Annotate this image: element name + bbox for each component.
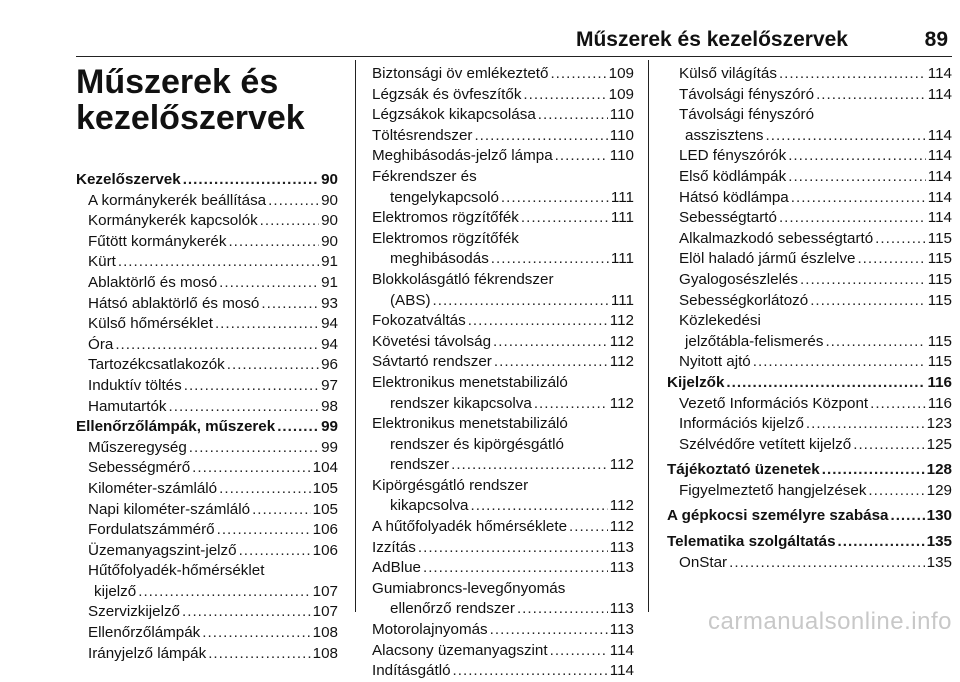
toc-entry [76,273,338,294]
toc-entry-page: 129 [926,481,952,499]
toc-entry-page: 90 [321,212,338,230]
toc-entry [667,414,952,435]
dot-leader [791,188,926,209]
dot-leader [471,496,608,517]
toc-entry-page: 116 [927,394,952,412]
dot-leader [215,314,319,335]
toc-entry-title: A kormánykerék beállítása [88,191,267,209]
toc-entry-page: 114 [927,126,952,144]
toc-entry [667,332,952,353]
dot-leader [219,479,311,500]
dot-leader [208,644,310,665]
toc-entry-page: 111 [610,250,634,268]
dot-leader [228,232,319,253]
column-divider-2 [648,60,649,612]
toc-entry-title: Kezelőszervek [76,171,181,188]
toc-entry-title: Információs kijelző [679,415,804,433]
toc-entry-page: 123 [926,415,952,433]
dot-leader [277,417,319,438]
dot-leader [260,211,319,232]
toc-entry-title: LED fényszórók [679,147,787,165]
toc-entry [372,126,634,147]
toc-entry [667,188,952,209]
toc-entry-title: Kijelzők [667,373,725,391]
dot-leader [517,599,608,620]
toc-entry [667,85,952,106]
dot-leader [490,620,608,641]
toc-entry [667,373,952,394]
toc-entry-page: 116 [927,373,952,391]
toc-entry [76,211,338,232]
toc-entry-title: Szervizkijelző [88,603,180,621]
toc-entry-title: A gépkocsi személyre szabása [667,507,889,525]
toc-entry [372,661,634,682]
toc-entry-title: Indításgátló [372,662,451,680]
toc-entry-title: Napi kilométer-számláló [88,500,251,518]
toc-entry-title: rendszer [390,456,450,474]
toc-entry-title: Ellenőrzőlámpák, műszerek [76,418,276,436]
dot-leader [423,558,608,579]
dot-leader [550,64,606,85]
toc-entry-page: 113 [609,621,634,639]
toc-entry [372,332,634,353]
toc-entry-page: 114 [927,85,952,103]
toc-entry-title: Külső hőmérséklet [88,315,213,333]
toc-entry-page: 108 [312,644,338,662]
toc-entry-page: 112 [609,332,634,350]
dot-leader [788,167,926,188]
toc-entry-title: rendszer kikapcsolva [390,394,532,412]
toc-entry-title: Tájékoztató üzenetek [667,461,820,479]
toc-entry-title: Elektromos rögzítőfék [372,209,519,227]
toc-entry [76,191,338,212]
toc-entry-line: Távolsági fényszóró [679,106,815,124]
toc-entry [372,352,634,373]
section-title: Műszerek és kezelőszervek [76,63,305,137]
dot-leader [726,373,925,394]
toc-entry [76,623,338,644]
toc-entry-title: Légzsákok kikapcsolása [372,106,536,124]
dot-leader [474,126,607,147]
dot-leader [491,249,609,270]
dot-leader [189,438,319,459]
toc-column-2 [372,64,634,682]
toc-entry-title: Irányjelző lámpák [88,644,207,662]
toc-entry [76,170,338,191]
toc-entry [372,599,634,620]
toc-entry-title: ellenőrző rendszer [390,600,515,618]
toc-entry-title: Tartozékcsatlakozók [88,356,225,374]
dot-leader [493,332,608,353]
dot-leader [118,252,319,273]
dot-leader [494,352,608,373]
toc-entry-line: Fékrendszer és [372,167,477,185]
dot-leader [115,335,319,356]
dot-leader [453,661,608,682]
toc-entry [76,520,338,541]
dot-leader [468,311,608,332]
toc-entry-title: Alacsony üzemanyagszint [372,641,548,659]
toc-entry-page: 94 [321,315,338,333]
toc-entry-title: Sebességmérő [88,459,191,477]
toc-entry-title: Távolsági fényszóró [679,85,815,103]
toc-entry-page: 90 [321,232,338,250]
toc-entry [76,500,338,521]
header-title: Műszerek és kezelőszervek [575,28,848,51]
toc-entry-page: 112 [609,312,634,330]
toc-entry-page: 99 [321,438,338,456]
toc-entry-title: Kürt [88,253,116,271]
toc-entry-title: Alkalmazkodó sebességtartó [679,229,874,247]
toc-entry [667,229,952,250]
toc-entry-title: (ABS) [390,291,431,309]
toc-entry-title: Üzemanyagszint-jelző [88,541,237,559]
toc-entry [372,146,634,167]
dot-leader [753,352,926,373]
toc-entry [76,376,338,397]
toc-entry-title: Sebességtartó [679,209,777,227]
toc-entry-page: 112 [609,518,634,536]
toc-entry-title: AdBlue [372,559,421,577]
toc-entry-page: 112 [609,456,634,474]
toc-entry-title: Izzítás [372,538,416,556]
dot-leader [451,455,608,476]
toc-entry [76,252,338,273]
toc-entry-page: 91 [321,253,338,271]
dot-leader [138,582,310,603]
dot-leader [192,458,311,479]
dot-leader [252,500,311,521]
toc-entry-page: 114 [927,209,952,227]
toc-entry-page: 106 [312,541,338,559]
toc-entry [667,460,952,481]
toc-entry-line: Gumiabroncs-levegőnyomás [372,579,566,597]
watermark: carmanualsonline.info [708,608,952,635]
toc-entry-title: Biztonsági öv emlékeztető [372,65,549,82]
dot-leader [202,623,310,644]
toc-entry-page: 96 [321,356,338,374]
toc-entry-page: 128 [926,461,952,479]
toc-entry-title: kikapcsolva [390,497,469,515]
toc-entry-page: 113 [609,559,634,577]
dot-leader [766,126,926,147]
toc-entry [667,270,952,291]
toc-entry [372,291,634,312]
dot-leader [857,249,925,270]
dot-leader [890,506,924,527]
toc-entry-title: jelzőtábla-felismerés [685,332,824,350]
toc-entry-title: Hamutartók [88,397,167,415]
toc-entry-title: kijelző [94,582,137,600]
dot-leader [550,641,608,662]
toc-entry-title: Induktív töltés [88,376,182,394]
toc-entry [372,208,634,229]
dot-leader [868,481,924,502]
toc-entry [76,232,338,253]
dot-leader [806,414,925,435]
toc-entry-page: 94 [321,335,338,353]
toc-entry-page: 112 [609,353,634,371]
toc-entry-page: 107 [312,603,338,621]
dot-leader [729,553,925,574]
dot-leader [521,208,609,229]
toc-entry-page: 130 [926,507,952,525]
toc-entry [372,64,634,85]
dot-leader [853,435,924,456]
dot-leader [433,291,609,312]
toc-entry-title: Sebességkorlátozó [679,291,809,309]
toc-entry [76,602,338,623]
toc-entry [667,352,952,373]
dot-leader [779,208,926,229]
dot-leader [825,332,925,353]
column-divider-1 [355,60,356,612]
dot-leader [219,273,319,294]
toc-entry-title: Követési távolság [372,332,492,350]
toc-entry-page: 98 [321,397,338,415]
toc-entry-title: OnStar [679,553,728,571]
dot-leader [822,460,925,481]
toc-entry [76,397,338,418]
toc-entry [372,641,634,662]
toc-entry-title: Figyelmeztető hangjelzések [679,481,867,499]
toc-entry-title: Külső világítás [679,65,777,82]
toc-entry-page: 114 [609,641,634,659]
toc-entry [76,417,338,438]
toc-entry [667,126,952,147]
toc-entry-page: 109 [608,85,634,103]
dot-leader [870,394,926,415]
toc-entry [372,558,634,579]
header-page-number: 89 [924,28,948,51]
toc-entry-page: 111 [610,188,634,206]
toc-entry-title: Hátsó ködlámpa [679,188,789,206]
toc-entry [372,85,634,106]
toc-entry-page: 115 [927,229,952,247]
dot-leader [182,602,311,623]
dot-leader [239,541,311,562]
toc-entry-page: 115 [927,291,952,309]
toc-entry [667,291,952,312]
toc-entry-page: 90 [321,191,338,209]
toc-entry [667,481,952,502]
toc-entry [667,64,952,85]
toc-entry [76,479,338,500]
toc-entry-page: 99 [321,418,338,436]
toc-entry-title: Töltésrendszer [372,126,473,144]
toc-entry [372,455,634,476]
dot-leader [779,64,926,85]
dot-leader [800,270,926,291]
toc-entry-title: Telematika szolgáltatás [667,533,836,551]
toc-entry-page: 111 [610,291,634,309]
toc-entry-title: Fordulatszámmérő [88,521,215,539]
dot-leader [261,294,319,315]
dot-leader [501,188,609,209]
toc-entry-page: 113 [609,538,634,556]
toc-entry-line: Elektromos rögzítőfék [372,229,519,247]
toc-entry [76,294,338,315]
toc-entry-page: 114 [927,147,952,165]
dot-leader [555,146,608,167]
toc-entry-line: Elektronikus menetstabilizáló [372,415,568,433]
dot-leader [184,376,319,397]
toc-entry [372,188,634,209]
toc-entry [667,167,952,188]
dot-leader [569,517,608,538]
toc-entry-page: 113 [609,600,634,618]
toc-entry [667,394,952,415]
toc-entry-page: 114 [927,167,952,185]
dot-leader [838,532,925,553]
toc-column-1 [76,170,338,664]
toc-entry [372,249,634,270]
toc-entry [76,438,338,459]
toc-entry-page: 112 [609,497,634,515]
toc-entry [76,458,338,479]
dot-leader [788,146,926,167]
toc-entry [372,105,634,126]
toc-entry-line: rendszer és kipörgésgátló [390,435,564,453]
toc-entry-page: 106 [312,521,338,539]
toc-entry-page: 109 [608,65,634,82]
toc-entry-title: Meghibásodás-jelző lámpa [372,147,553,165]
toc-entry-page: 93 [321,294,338,312]
toc-entry-page: 91 [321,273,338,291]
dot-leader [523,85,606,106]
toc-entry-page: 90 [321,171,338,188]
toc-entry-page: 107 [312,582,338,600]
toc-entry-title: Motorolajnyomás [372,621,488,639]
toc-entry-page: 104 [312,459,338,477]
toc-entry [667,249,952,270]
toc-entry-line: Elektronikus menetstabilizáló [372,373,568,391]
toc-entry-line: Közlekedési [679,312,761,330]
dot-leader [418,538,608,559]
toc-entry-page: 135 [926,533,952,551]
toc-entry [667,532,952,553]
toc-entry [76,355,338,376]
dot-leader [875,229,926,250]
toc-entry-title: Fokozatváltás [372,312,466,330]
toc-entry-page: 115 [927,353,952,371]
toc-entry [667,506,952,527]
toc-entry [372,496,634,517]
toc-entry-page: 114 [927,65,952,82]
toc-entry-title: Légzsák és övfeszítők [372,85,522,103]
toc-entry-title: Szélvédőre vetített kijelző [679,435,852,453]
toc-entry-line: Kipörgésgátló rendszer [372,476,529,494]
toc-entry-title: A hűtőfolyadék hőmérséklete [372,518,568,536]
dot-leader [816,85,926,106]
toc-entry-page: 112 [609,394,634,412]
toc-entry [372,538,634,559]
toc-entry [667,553,952,574]
toc-entry-page: 110 [609,147,634,165]
toc-entry-page: 135 [926,553,952,571]
toc-entry-title: Vezető Információs Központ [679,394,869,412]
toc-entry-title: Sávtartó rendszer [372,353,492,371]
toc-entry-title: asszisztens [685,126,764,144]
toc-entry-title: Elöl haladó jármű észlelve [679,250,856,268]
toc-entry [372,620,634,641]
toc-entry-page: 115 [927,332,952,350]
toc-entry-page: 110 [609,126,634,144]
toc-entry-title: Nyitott ajtó [679,353,751,371]
dot-leader [810,291,926,312]
toc-entry-line: Hűtőfolyadék-hőmérséklet [88,562,265,580]
toc-entry [372,394,634,415]
dot-leader [538,105,608,126]
toc-entry-page: 114 [927,188,952,206]
dot-leader [268,191,319,212]
toc-entry-page: 125 [926,435,952,453]
toc-entry [76,335,338,356]
toc-entry-page: 97 [321,376,338,394]
toc-entry [372,311,634,332]
toc-entry-title: Műszeregység [88,438,187,456]
toc-entry-page: 115 [927,270,952,288]
toc-entry [667,208,952,229]
toc-entry-line: Blokkolásgátló fékrendszer [372,270,554,288]
toc-entry [76,541,338,562]
dot-leader [534,394,608,415]
toc-entry-page: 110 [609,106,634,124]
dot-leader [169,397,320,418]
toc-entry [372,517,634,538]
toc-entry-title: Gyalogosészlelés [679,270,799,288]
toc-entry [667,435,952,456]
toc-column-3 [667,64,952,573]
dot-leader [217,520,311,541]
toc-entry-title: Fűtött kormánykerék [88,232,227,250]
toc-entry-page: 115 [927,250,952,268]
toc-entry-title: tengelykapcsoló [390,188,499,206]
toc-entry [76,314,338,335]
toc-entry-page: 105 [312,479,338,497]
toc-entry-page: 108 [312,624,338,642]
dot-leader [183,170,319,191]
toc-entry [667,146,952,167]
toc-entry [76,644,338,665]
dot-leader [227,355,319,376]
page-header [0,0,960,54]
toc-entry-page: 111 [610,209,634,227]
toc-entry-page: 105 [312,500,338,518]
toc-entry-title: Kormánykerék kapcsolók [88,212,258,230]
toc-entry [76,582,338,603]
toc-entry-page: 114 [609,662,634,680]
toc-entry-title: Első ködlámpák [679,167,787,185]
toc-entry-title: Kilométer-számláló [88,479,218,497]
toc-entry-title: Hátsó ablaktörlő és mosó [88,294,260,312]
toc-entry-title: Óra [88,335,114,353]
toc-entry-title: Ablaktörlő és mosó [88,273,218,291]
toc-entry-title: meghibásodás [390,250,489,268]
toc-entry-title: Ellenőrzőlámpák [88,624,201,642]
header-rule [76,56,952,57]
